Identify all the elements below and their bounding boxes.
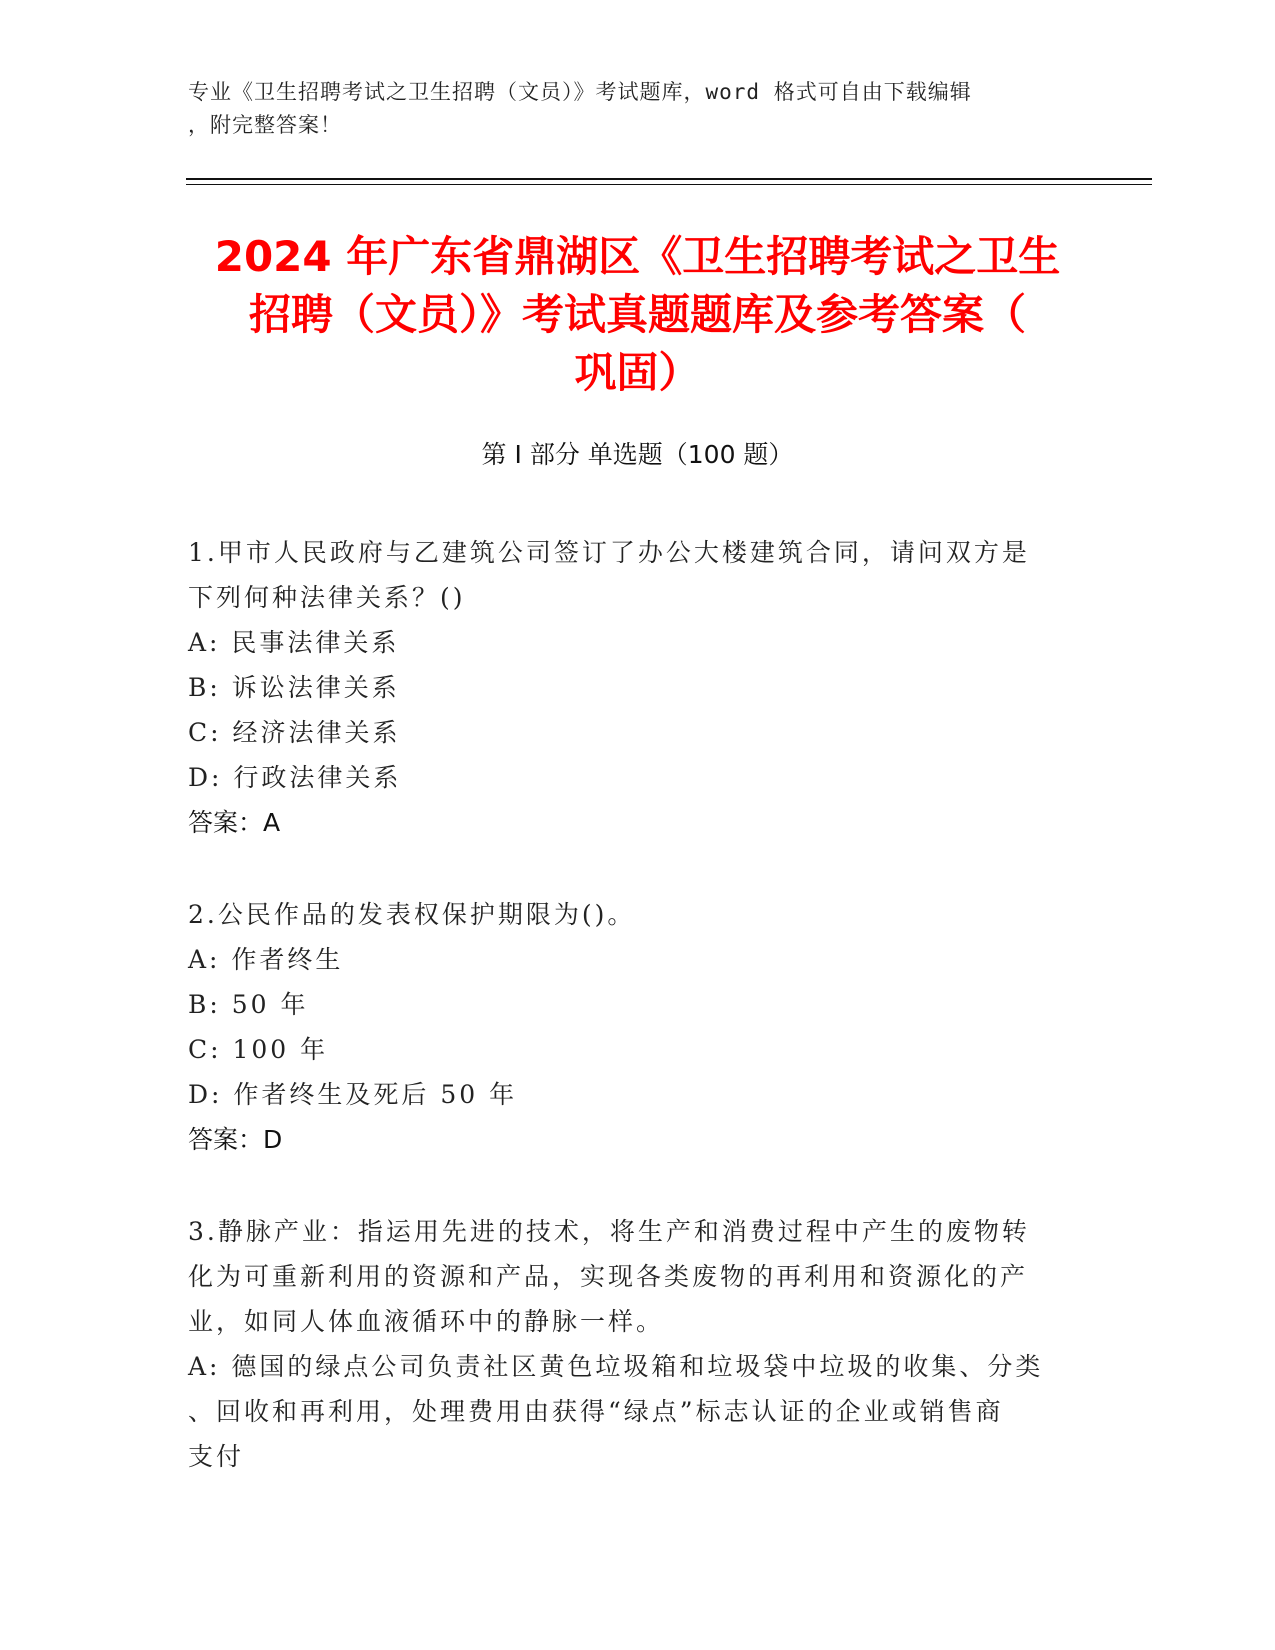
document-title — [120, 228, 1155, 402]
question-1-stem-line-2: 下列何种法律关系？() — [188, 583, 466, 612]
question-1-answer: 答案：A — [188, 808, 281, 837]
question-3-option-a-line-1: A: 德国的绿点公司负责社区黄色垃圾箱和垃圾袋中垃圾的收集、分类 — [188, 1352, 1044, 1381]
question-spacer — [188, 1162, 1088, 1209]
title-line-3: 巩固） — [574, 348, 701, 397]
header-rule-thin — [186, 184, 1152, 185]
title-line-1: 2024 年广东省鼎湖区《卫生招聘考试之卫生 — [214, 232, 1061, 281]
question-1-stem-line-1: 1.甲市人民政府与乙建筑公司签订了办公大楼建筑合同，请问双方是 — [188, 538, 1030, 567]
question-3-stem-line-2: 化为可重新利用的资源和产品，实现各类废物的再利用和资源化的产 — [188, 1262, 1029, 1291]
question-2-answer: 答案：D — [188, 1125, 283, 1154]
question-2 — [188, 892, 1088, 1162]
question-3-option-a-line-3: 支付 — [188, 1442, 245, 1471]
question-2-option-b: B: 50 年 — [188, 990, 309, 1019]
question-3 — [188, 1209, 1088, 1479]
question-1-option-b: B: 诉讼法律关系 — [188, 673, 400, 702]
question-1-option-c: C: 经济法律关系 — [188, 718, 401, 747]
question-spacer — [188, 845, 1088, 892]
question-2-stem-line-1: 2.公民作品的发表权保护期限为()。 — [188, 900, 636, 929]
question-2-option-a: A: 作者终生 — [188, 945, 344, 974]
question-3-option-a-line-2: 、回收和再利用，处理费用由获得“绿点”标志认证的企业或销售商 — [188, 1397, 1004, 1426]
question-1-option-a: A: 民事法律关系 — [188, 628, 400, 657]
header-rule-thick — [186, 178, 1152, 180]
question-1-option-d: D: 行政法律关系 — [188, 763, 402, 792]
header-note-line-2: ，附完整答案！ — [188, 113, 342, 137]
title-line-2: 招聘（文员）》考试真题题库及参考答案（ — [248, 290, 1026, 339]
header-note — [188, 76, 1068, 142]
question-3-stem-line-1: 3.静脉产业：指运用先进的技术，将生产和消费过程中产生的废物转 — [188, 1217, 1030, 1246]
section-heading: 第 I 部分 单选题（100 题） — [481, 440, 794, 469]
question-2-option-d: D: 作者终生及死后 50 年 — [188, 1080, 518, 1109]
question-3-stem-line-3: 业，如同人体血液循环中的静脉一样。 — [188, 1307, 665, 1336]
question-1 — [188, 530, 1088, 845]
header-note-line-1: 专业《卫生招聘考试之卫生招聘（文员）》考试题库，word 格式可自由下载编辑 — [188, 80, 972, 104]
question-2-option-c: C: 100 年 — [188, 1035, 329, 1064]
question-list — [188, 530, 1088, 1479]
